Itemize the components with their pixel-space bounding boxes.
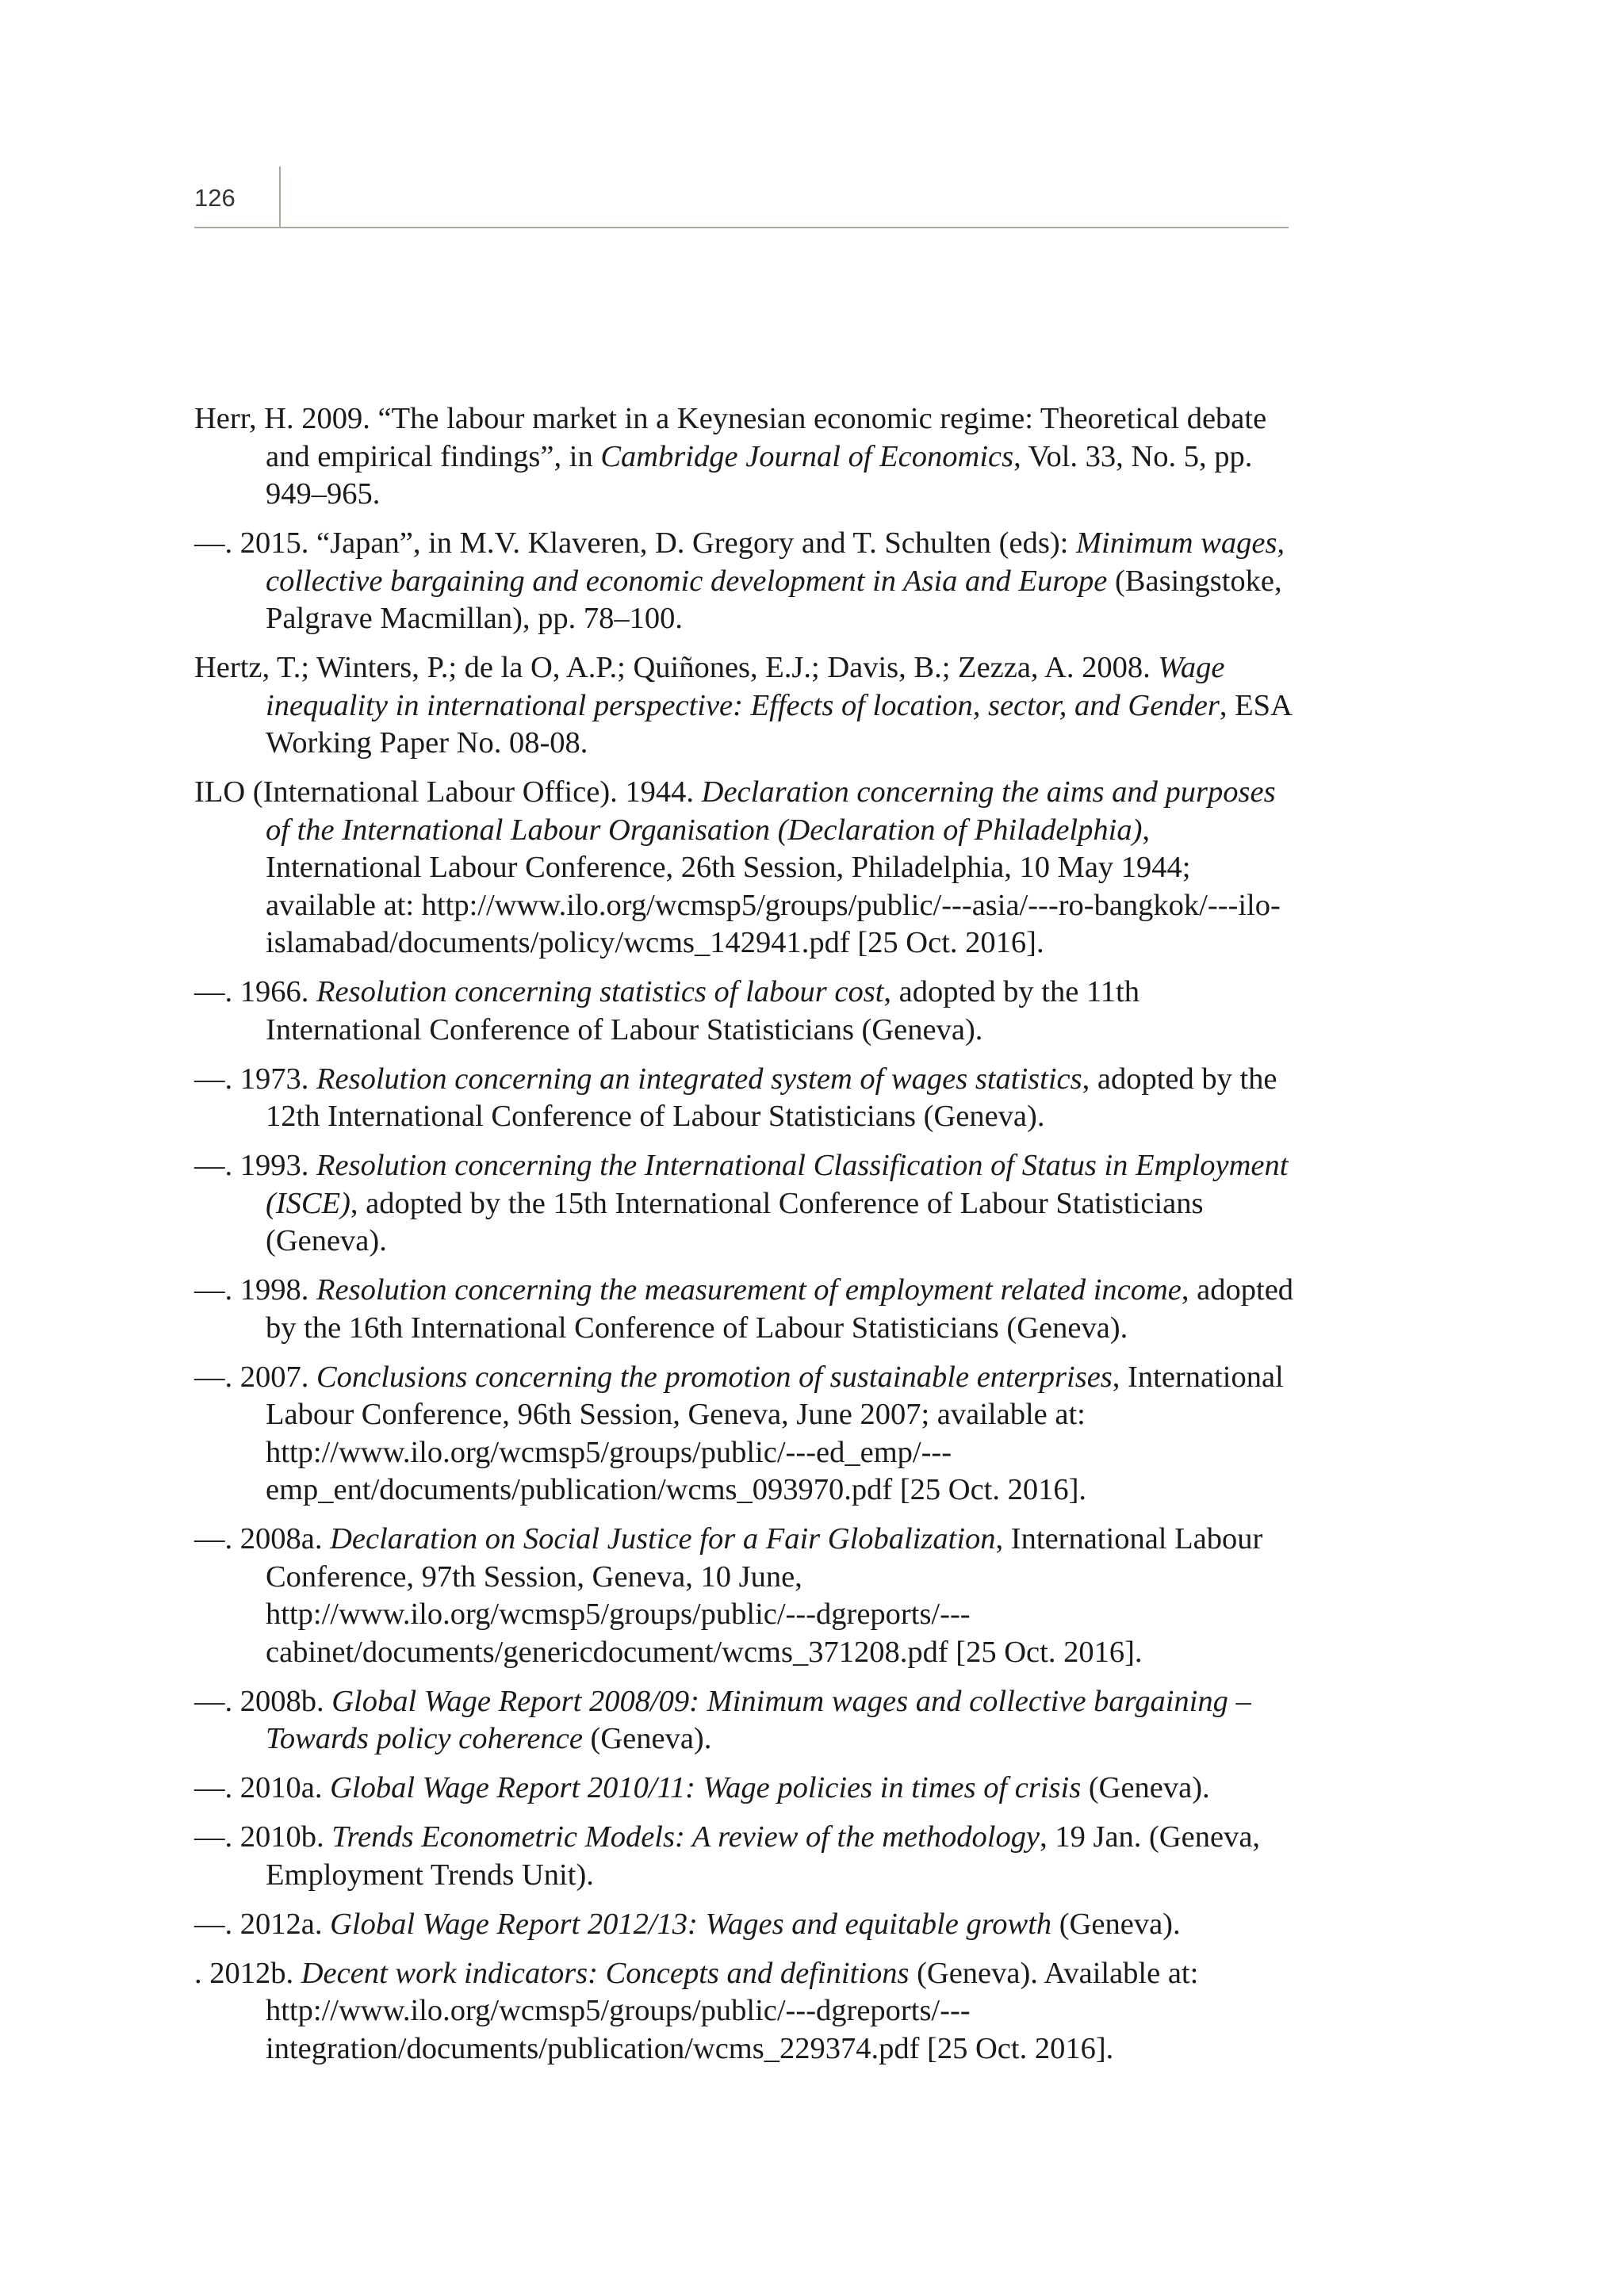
reference-title: Conclusions concerning the promotion of sustainable enterprises <box>316 1360 1113 1394</box>
reference-lead: —. 1993. <box>194 1149 316 1182</box>
reference-lead: —. 2010a. <box>194 1771 331 1804</box>
reference-title: Declaration concerning the aims and purposes of the International Labour Organisation (Declaration of Philadelphia) <box>266 775 1276 847</box>
reference-entry <box>194 1770 1297 1808</box>
reference-entry <box>194 1955 1297 2068</box>
reference-tail: (Geneva). <box>1051 1907 1181 1941</box>
reference-entry <box>194 525 1297 638</box>
page-header <box>194 166 1289 228</box>
reference-lead: —. 2012a. <box>194 1907 331 1941</box>
reference-title: Decent work indicators: Concepts and definitions <box>301 1956 910 1990</box>
reference-entry <box>194 1683 1297 1758</box>
reference-tail: , Vol. 33, No. 5, pp. 949–965. <box>266 439 1253 511</box>
reference-lead: —. 2008b. <box>194 1684 332 1718</box>
reference-lead: —. 1973. <box>194 1062 316 1096</box>
reference-lead: —. 2010b. <box>194 1820 332 1854</box>
reference-lead: ILO (International Labour Office). 1944. <box>194 775 702 809</box>
reference-lead: Herr, H. 2009. “The labour market in a Keynesian economic regime: Theoretical debate and empirical findings”, in <box>194 402 1267 473</box>
reference-title: Resolution concerning an integrated system of wages statistics <box>316 1062 1082 1096</box>
reference-lead: —. 1966. <box>194 975 316 1008</box>
reference-lead: —. 2008a. <box>194 1522 331 1556</box>
reference-title: Global Wage Report 2010/11: Wage policies in times of crisis <box>330 1771 1082 1804</box>
reference-title: Global Wage Report 2008/09: Minimum wages and collective bargaining – Towards policy coherence <box>266 1684 1251 1755</box>
reference-title: Wage inequality in international perspective: Effects of location, sector, and Gender <box>266 651 1225 722</box>
reference-title: Resolution concerning the International Classification of Status in Employment (ISCE) <box>266 1149 1289 1220</box>
page-number: 126 <box>194 184 236 212</box>
reference-tail: , adopted by the 15th International Conference of Labour Statisticians (Geneva). <box>266 1186 1204 1257</box>
reference-title: Resolution concerning statistics of labour cost <box>316 975 884 1008</box>
reference-lead: . 2012b. <box>194 1956 301 1990</box>
reference-tail: (Basingstoke, Palgrave Macmillan), pp. 78–100. <box>266 564 1282 635</box>
reference-entry <box>194 1906 1297 1944</box>
reference-tail: , 19 Jan. (Geneva, Employment Trends Unit). <box>266 1820 1261 1892</box>
reference-entry <box>194 1819 1297 1894</box>
reference-tail: , International Labour Conference, 96th Session, Geneva, June 2007; available at: http://www.ilo.org/wcmsp5/groups/public/---ed_emp/---emp_ent/documents/publication/wcms_093970.pdf [25 Oct. 2016]. <box>266 1360 1284 1506</box>
reference-title: Global Wage Report 2012/13: Wages and equitable growth <box>330 1907 1052 1941</box>
reference-tail: (Geneva). <box>582 1722 712 1755</box>
reference-title: Minimum wages, collective bargaining and economic development in Asia and Europe <box>266 526 1285 598</box>
reference-tail: , adopted by the 12th International Conference of Labour Statisticians (Geneva). <box>266 1062 1277 1133</box>
reference-entry <box>194 1061 1297 1136</box>
reference-lead: Hertz, T.; Winters, P.; de la O, A.P.; Quiñones, E.J.; Davis, B.; Zezza, A. 2008. <box>194 651 1159 684</box>
header-divider <box>279 166 281 227</box>
reference-tail: , International Labour Conference, 97th Session, Geneva, 10 June, http://www.ilo.org/wcmsp5/groups/public/---dgreports/---cabinet/documents/genericdocument/wcms_371208.pdf [25 Oct. 2016]. <box>266 1522 1263 1669</box>
reference-tail: (Geneva). <box>1081 1771 1210 1804</box>
reference-lead: —. 2015. “Japan”, in M.V. Klaveren, D. Gregory and T. Schulten (eds): <box>194 526 1076 560</box>
reference-tail: (Geneva). Available at: http://www.ilo.org/wcmsp5/groups/public/---dgreports/---integration/documents/publication/wcms_229374.pdf [25 Oct. 2016]. <box>266 1956 1199 2065</box>
reference-tail: , adopted by the 16th International Conference of Labour Statisticians (Geneva). <box>266 1273 1294 1345</box>
reference-list <box>194 400 1297 2080</box>
reference-entry <box>194 1359 1297 1510</box>
reference-entry <box>194 649 1297 763</box>
reference-entry <box>194 400 1297 514</box>
reference-entry <box>194 1272 1297 1347</box>
reference-entry <box>194 1147 1297 1261</box>
reference-title: Declaration on Social Justice for a Fair Globalization <box>330 1522 996 1556</box>
reference-entry <box>194 774 1297 962</box>
reference-title: Cambridge Journal of Economics <box>600 439 1014 473</box>
reference-title: Resolution concerning the measurement of employment related income <box>316 1273 1182 1307</box>
reference-title: Trends Econometric Models: A review of the methodology <box>331 1820 1040 1854</box>
reference-lead: —. 1998. <box>194 1273 316 1307</box>
reference-tail: , International Labour Conference, 26th Session, Philadelphia, 10 May 1944; available at: http://www.ilo.org/wcmsp5/groups/public/---asia/---ro-bangkok/---ilo-islamabad/documents/policy/wcms_142941.pdf [25 Oct. 2016]. <box>266 813 1281 959</box>
reference-tail: , adopted by the 11th International Conference of Labour Statisticians (Geneva). <box>266 975 1139 1047</box>
reference-entry <box>194 974 1297 1049</box>
reference-tail: , ESA Working Paper No. 08-08. <box>266 688 1291 760</box>
reference-entry <box>194 1521 1297 1671</box>
reference-lead: —. 2007. <box>194 1360 316 1394</box>
